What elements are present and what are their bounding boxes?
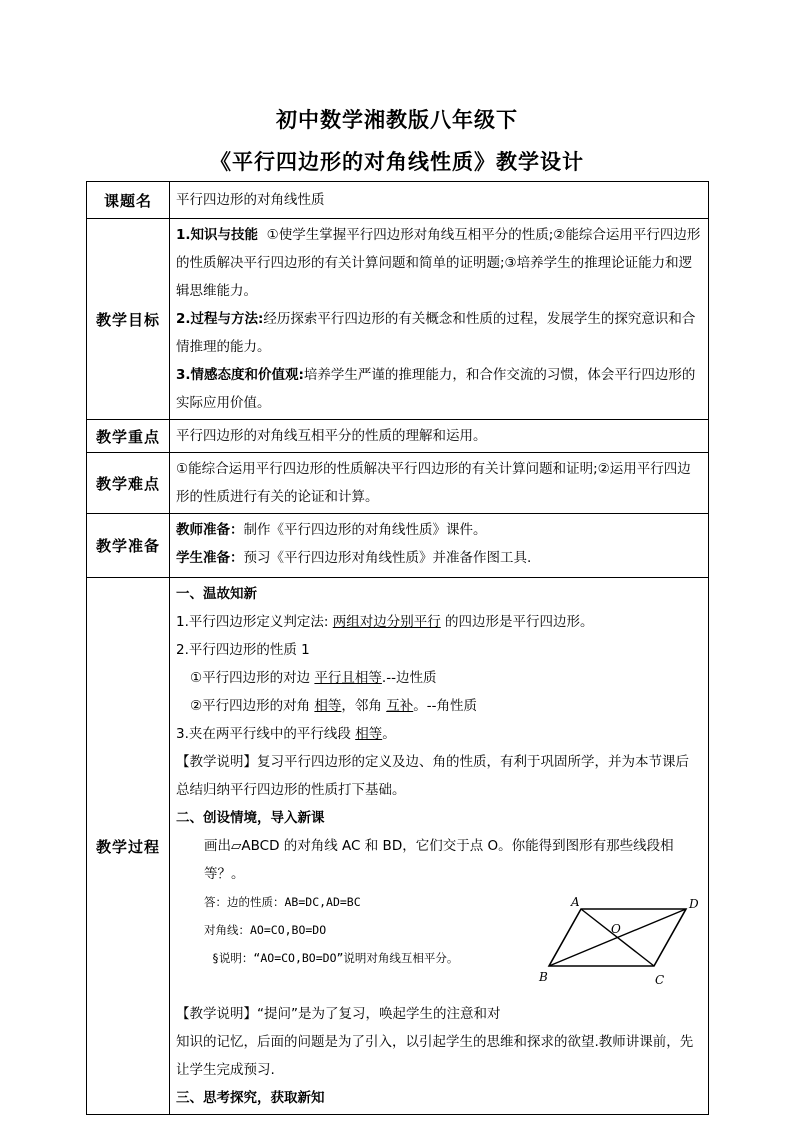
row-prep — [87, 514, 709, 578]
teaching-note-1 — [176, 748, 702, 804]
goals-content — [170, 219, 709, 420]
goal-2-body: 经历探索平行四边形的有关概念和性质的过程，发展学生的探究意识和合情推理的能力。 — [176, 311, 696, 355]
teaching-note-2-cont: 知识的记忆，后面的问题是为了引入，以引起学生的思维和探求的欲望.教师讲课前，先让学生完成预习. — [176, 1034, 694, 1078]
key-value: 平行四边形的对角线互相平分的性质的理解和运用。 — [170, 420, 709, 453]
prep-content — [170, 514, 709, 578]
prep-student-head: 学生准备： — [176, 550, 244, 566]
label-process: 教学过程 — [87, 578, 170, 1115]
prep-teacher-head: 教师准备： — [176, 522, 244, 538]
figure-text — [176, 888, 536, 972]
section-1-heading: 一、温故知新 — [176, 586, 257, 602]
row-difficult — [87, 453, 709, 514]
topic-value: 平行四边形的对角线性质 — [170, 182, 709, 219]
review-line-5-pre: 3.夹在两平行线中的平行线段 — [176, 726, 351, 742]
label-difficult: 教学难点 — [87, 453, 170, 514]
diagonal-bd — [549, 909, 686, 966]
difficult-value: ①能综合运用平行四边形的性质解决平行四边形的有关计算问题和证明;②运用平行四边形的性质进行有关的论证和计算。 — [170, 453, 709, 514]
goal-1-body: ①使学生掌握平行四边形对角线互相平分的性质;②能综合运用平行四边形的性质解决平行四边形的有关计算问题和简单的证明题;③培养学生的推理论证能力和逻辑思维能力。 — [176, 227, 701, 299]
blank-answer-4: 互补 — [386, 698, 414, 714]
blank-answer-3: 相等 — [314, 698, 342, 714]
teaching-note-2 — [176, 1000, 702, 1028]
review-line-1-post: 的四边形是平行四边形。 — [445, 614, 594, 630]
row-goals — [87, 219, 709, 420]
lesson-plan-table — [86, 181, 709, 1115]
row-topic — [87, 182, 709, 219]
teaching-note-1-head: 【教学说明】 — [176, 754, 257, 770]
goal-2 — [176, 305, 702, 361]
process-content — [170, 578, 709, 1115]
document-title: 《平行四边形的对角线性质》教学设计 — [210, 150, 584, 174]
review-line-4 — [176, 692, 702, 720]
label-key: 教学重点 — [87, 420, 170, 453]
answer-line-2: 对角线：AO=CO,BO=DO — [204, 923, 327, 937]
section-2-heading: 二、创设情境，导入新课 — [176, 810, 325, 826]
goal-2-head: 2.过程与方法: — [176, 311, 264, 327]
review-line-5 — [176, 720, 702, 748]
review-line-4-pre: ②平行四边形的对角 — [190, 698, 311, 714]
teaching-note-1-body: 复习平行四边形的定义及边、角的性质，有利于巩固所学，并为本节课后总结归纳平行四边形的性质打下基础。 — [176, 754, 689, 798]
section-3-heading: 三、思考探究，获取新知 — [176, 1090, 325, 1106]
blank-answer-1: 两组对边分别平行 — [332, 614, 441, 630]
review-line-1 — [176, 608, 702, 636]
label-prep: 教学准备 — [87, 514, 170, 578]
teaching-note-2-head: 【教学说明】 — [176, 1006, 257, 1022]
vertex-label-c: C — [655, 973, 665, 987]
vertex-label-d: D — [689, 897, 699, 911]
review-line-2: 2.平行四边形的性质 1 — [176, 642, 310, 658]
parallelogram-figure — [536, 896, 706, 994]
review-line-3-pre: ①平行四边形的对边 — [190, 670, 311, 686]
question-1: 画出▱ABCD 的对角线 AC 和 BD，它们交于点 O。你能得到图形有那些线段相等？。 — [204, 838, 674, 882]
label-topic: 课题名 — [87, 182, 170, 219]
answer-line-1: 答：边的性质：AB=DC,AD=BC — [204, 895, 361, 909]
goal-1-head: 1.知识与技能 — [176, 227, 259, 243]
center-label-o: O — [611, 922, 621, 936]
review-line-4-mid: ，邻角 — [341, 698, 382, 714]
label-goals: 教学目标 — [87, 219, 170, 420]
prep-teacher — [176, 516, 702, 544]
goal-3 — [176, 361, 702, 417]
goal-3-body: 培养学生严谨的推理能力，和合作交流的习惯，体会平行四边形的实际应用价值。 — [176, 367, 696, 411]
prep-student — [176, 544, 702, 572]
page-title: 初中数学湘教版八年级下 — [276, 108, 518, 132]
vertex-label-a: A — [571, 896, 580, 909]
teaching-note-2-body-1: “提问”是为了复习，唤起学生的注意和对 — [257, 1006, 501, 1022]
vertex-label-b: B — [539, 970, 548, 984]
blank-answer-5: 相等 — [355, 726, 383, 742]
review-line-1-pre: 1.平行四边形定义判定法: — [176, 614, 329, 630]
row-process — [87, 578, 709, 1115]
review-line-3 — [176, 664, 702, 692]
goal-1 — [176, 221, 702, 305]
review-line-3-post: .--边性质 — [381, 670, 437, 686]
review-line-4-post: 。--角性质 — [413, 698, 477, 714]
prep-student-body: 预习《平行四边形对角线性质》并准备作图工具. — [243, 550, 532, 566]
blank-answer-2: 平行且相等 — [314, 670, 382, 686]
figure-block — [176, 888, 702, 1000]
prep-teacher-body: 制作《平行四边形的对角线性质》课件。 — [243, 522, 487, 538]
review-line-5-post: 。 — [382, 726, 396, 742]
answer-note: §说明：“AO=CO,BO=DO”说明对角线互相平分。 — [212, 951, 459, 965]
row-key — [87, 420, 709, 453]
goal-3-head: 3.情感态度和价值观: — [176, 367, 304, 383]
